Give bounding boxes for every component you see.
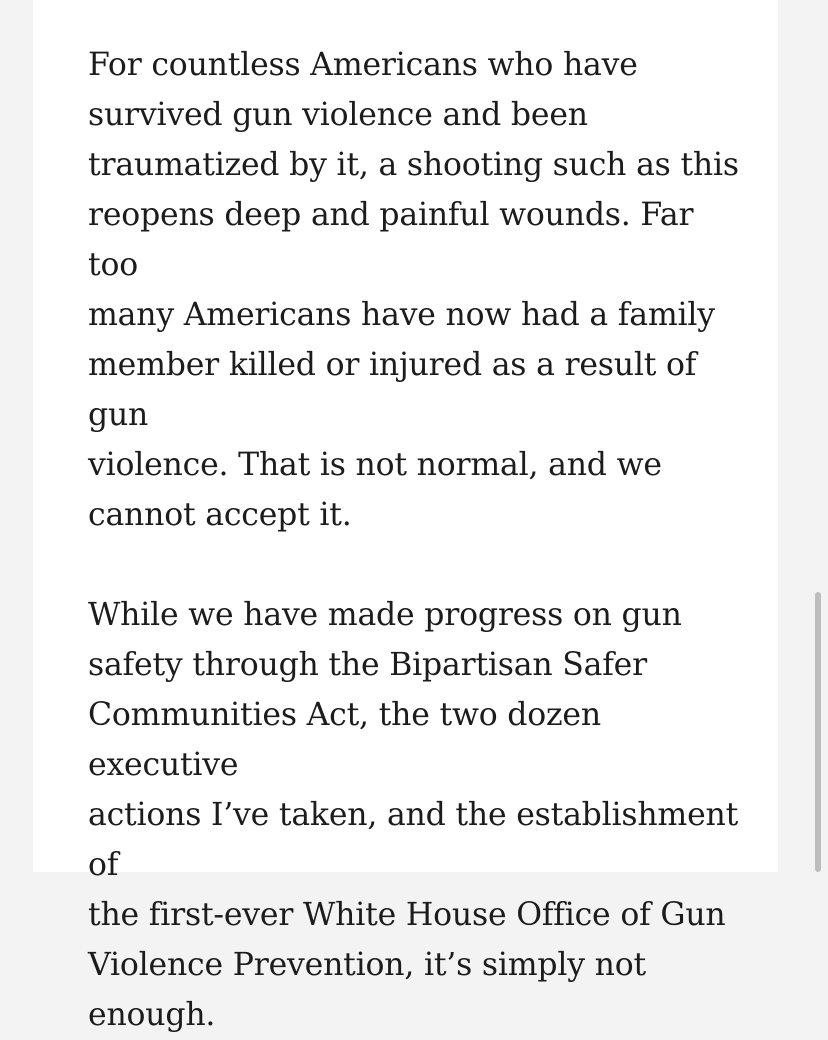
paragraph-2: While we have made progress on gun safety through the Bipartisan Safer Communities Act, the two dozen executive actions I’ve taken, and the establishment of the first-ever White House Office of Gun Violence Prevention, it’s simply not enough.	[88, 597, 739, 1033]
article-body	[88, 40, 748, 1040]
paragraph-1: For countless Americans who have survived gun violence and been traumatized by it, a shooting such as this reopens deep and painful wounds. Far too many Americans have now had a family member killed or injured as a result of gun violence. That is not normal, and we cannot accept it.	[88, 47, 739, 533]
vertical-scrollbar-thumb[interactable]	[815, 592, 821, 872]
